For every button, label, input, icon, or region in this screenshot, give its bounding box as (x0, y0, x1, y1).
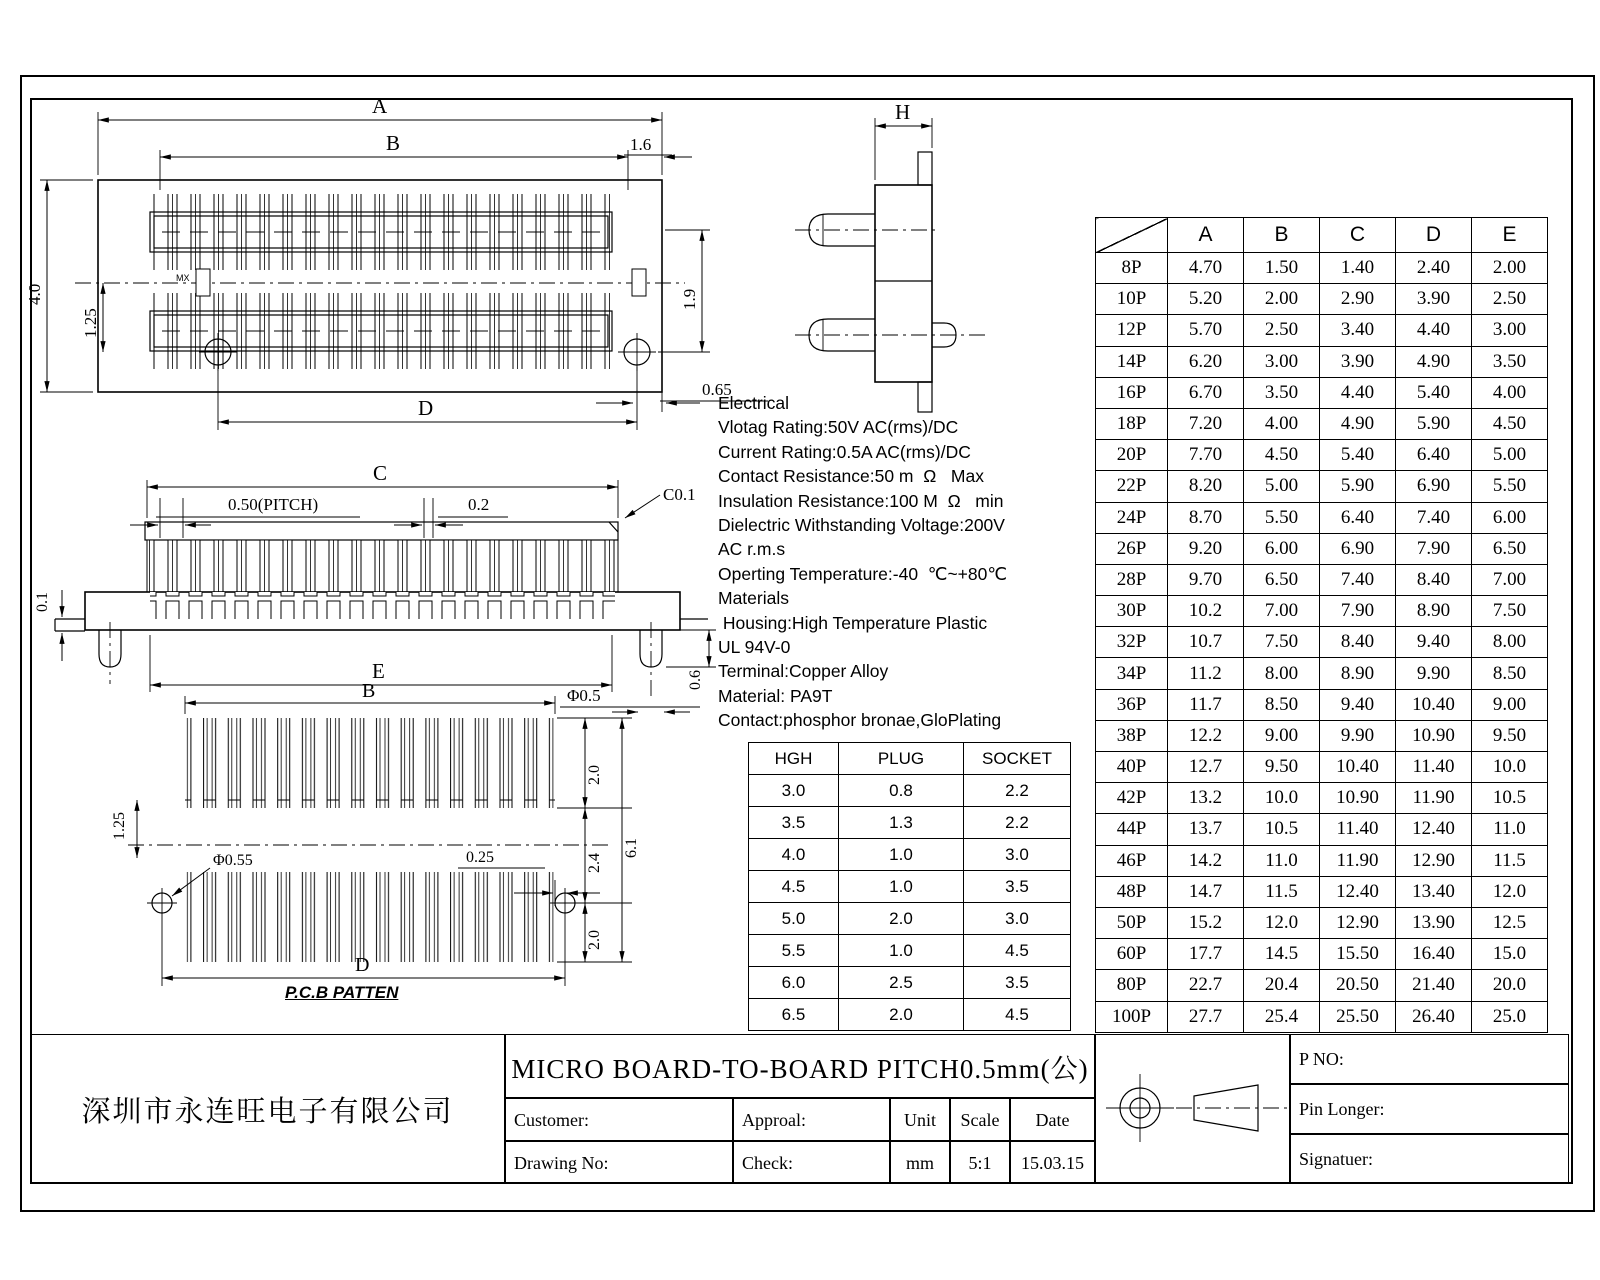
socket-cell: 3.5 (964, 871, 1071, 903)
value-cell: 4.00 (1472, 377, 1548, 408)
value-cell: 26.40 (1396, 1001, 1472, 1032)
dim-d-label: D (418, 396, 434, 420)
projection-symbol-cell (1095, 1034, 1290, 1184)
plug-cell: 1.3 (839, 807, 964, 839)
pin-count-cell: 60P (1096, 939, 1168, 970)
customer-field (505, 1098, 733, 1141)
pin-longer-label: Pin Longer: (1299, 1099, 1385, 1119)
value-cell: 14.7 (1168, 876, 1244, 907)
col-header: SOCKET (964, 743, 1071, 775)
value-cell: 3.50 (1244, 377, 1320, 408)
value-cell: 3.00 (1472, 315, 1548, 346)
p-no-field (1290, 1034, 1569, 1084)
value-cell: 4.90 (1396, 346, 1472, 377)
value-cell: 10.2 (1168, 596, 1244, 627)
value-cell: 3.90 (1320, 346, 1396, 377)
value-cell: 8.50 (1472, 658, 1548, 689)
value-cell: 11.5 (1472, 845, 1548, 876)
plug-cell: 2.0 (839, 903, 964, 935)
pin-count-cell: 30P (1096, 596, 1168, 627)
value-cell: 11.90 (1320, 845, 1396, 876)
value-cell: 11.2 (1168, 658, 1244, 689)
value-cell: 4.40 (1320, 377, 1396, 408)
hgh-cell: 6.5 (749, 999, 839, 1031)
socket-cell: 3.5 (964, 967, 1071, 999)
pin-longer-field (1290, 1084, 1569, 1134)
pitch-label: 0.50(PITCH) (228, 495, 319, 514)
socket-cell: 4.5 (964, 935, 1071, 967)
value-cell: 7.50 (1472, 596, 1548, 627)
pin-count-cell: 40P (1096, 752, 1168, 783)
chamfer-label: C0.1 (663, 485, 696, 504)
dimension-table-header-row (1096, 218, 1548, 253)
value-cell: 10.40 (1396, 689, 1472, 720)
value-cell: 2.90 (1320, 284, 1396, 315)
dim-0-2-label: 0.2 (468, 495, 490, 514)
mark-label: MX (176, 273, 190, 283)
scale-label: Scale (960, 1109, 1000, 1130)
dim-0-65-label: 0.65 (702, 380, 732, 399)
value-cell: 11.40 (1320, 814, 1396, 845)
value-cell: 2.50 (1244, 315, 1320, 346)
dim-2-4-label: 2.4 (586, 853, 603, 873)
table-row (1096, 596, 1548, 627)
value-cell: 1.50 (1244, 253, 1320, 284)
socket-cell: 4.5 (964, 999, 1071, 1031)
spec-line: Insulation Resistance:100 M Ω min (718, 490, 1004, 511)
approval-label: Approal: (742, 1109, 806, 1130)
table-row (749, 935, 1071, 967)
value-cell: 11.40 (1396, 752, 1472, 783)
pcb-dim-b-label: B (362, 680, 376, 702)
value-cell: 7.50 (1244, 627, 1320, 658)
value-cell: 15.2 (1168, 907, 1244, 938)
value-cell: 13.90 (1396, 907, 1472, 938)
value-cell: 7.00 (1472, 564, 1548, 595)
table-row (1096, 1001, 1548, 1032)
value-cell: 13.7 (1168, 814, 1244, 845)
value-cell: 11.5 (1244, 876, 1320, 907)
spec-line: Housing:High Temperature Plastic (718, 612, 988, 633)
dim-0-6-label: 0.6 (687, 670, 704, 690)
value-cell: 16.40 (1396, 939, 1472, 970)
spec-line: Material: PA9T (718, 685, 833, 706)
dim-4-0-label: 4.0 (25, 283, 44, 305)
table-row (749, 999, 1071, 1031)
spec-line: Operting Temperature:-40 ℃~+80℃ (718, 563, 1007, 584)
spec-line: Terminal:Copper Alloy (718, 661, 889, 682)
diagonal-header-cell (1096, 218, 1168, 253)
spec-line: Electrical (718, 393, 789, 413)
value-cell: 2.50 (1472, 284, 1548, 315)
pin-count-cell: 38P (1096, 720, 1168, 751)
table-row (749, 807, 1071, 839)
value-cell: 5.50 (1472, 471, 1548, 502)
col-header: C (1320, 218, 1396, 253)
pin-count-cell: 16P (1096, 377, 1168, 408)
spec-line: UL 94V-0 (718, 637, 791, 658)
table-row (749, 839, 1071, 871)
pin-count-cell: 50P (1096, 907, 1168, 938)
date-label: Date (1035, 1109, 1070, 1130)
value-cell: 12.40 (1396, 814, 1472, 845)
table-row (1096, 502, 1548, 533)
plug-cell: 2.5 (839, 967, 964, 999)
value-cell: 5.40 (1396, 377, 1472, 408)
value-cell: 4.50 (1244, 440, 1320, 471)
value-cell: 3.00 (1244, 346, 1320, 377)
value-cell: 4.90 (1320, 408, 1396, 439)
value-cell: 20.50 (1320, 970, 1396, 1001)
spec-line: Dielectric Withstanding Voltage:200V (718, 515, 1005, 536)
hgh-header-row (749, 743, 1071, 775)
value-cell: 25.50 (1320, 1001, 1396, 1032)
plug-cell: 2.0 (839, 999, 964, 1031)
approval-field (733, 1098, 890, 1141)
value-cell: 20.0 (1472, 970, 1548, 1001)
value-cell: 4.00 (1244, 408, 1320, 439)
date-header-cell (1010, 1098, 1095, 1141)
value-cell: 13.2 (1168, 783, 1244, 814)
value-cell: 5.70 (1168, 315, 1244, 346)
pin-count-cell: 28P (1096, 564, 1168, 595)
value-cell: 6.50 (1472, 533, 1548, 564)
dim-6-1-label: 6.1 (623, 838, 640, 858)
value-cell: 9.40 (1396, 627, 1472, 658)
check-field (733, 1141, 890, 1184)
value-cell: 12.0 (1244, 907, 1320, 938)
table-row (1096, 752, 1548, 783)
scale-value: 5:1 (968, 1152, 992, 1173)
signature-label: Signatuer: (1299, 1149, 1373, 1169)
pin-count-cell: 42P (1096, 783, 1168, 814)
value-cell: 5.20 (1168, 284, 1244, 315)
table-row (1096, 876, 1548, 907)
value-cell: 8.40 (1396, 564, 1472, 595)
pin-count-cell: 22P (1096, 471, 1168, 502)
table-row (1096, 658, 1548, 689)
unit-value-cell (890, 1141, 950, 1184)
table-row (1096, 720, 1548, 751)
hgh-cell: 5.5 (749, 935, 839, 967)
value-cell: 8.90 (1396, 596, 1472, 627)
dim-e-label: E (372, 659, 385, 683)
value-cell: 3.40 (1320, 315, 1396, 346)
dia-0-5-label: Φ0.5 (567, 686, 601, 705)
value-cell: 10.90 (1320, 783, 1396, 814)
col-header: D (1396, 218, 1472, 253)
table-row (1096, 689, 1548, 720)
value-cell: 2.00 (1244, 284, 1320, 315)
spec-text-block (718, 391, 1078, 733)
value-cell: 4.40 (1396, 315, 1472, 346)
value-cell: 8.20 (1168, 471, 1244, 502)
p-no-label: P NO: (1299, 1049, 1344, 1069)
table-row (1096, 533, 1548, 564)
pin-count-cell: 36P (1096, 689, 1168, 720)
pin-count-cell: 46P (1096, 845, 1168, 876)
value-cell: 2.40 (1396, 253, 1472, 284)
value-cell: 25.0 (1472, 1001, 1548, 1032)
company-name: 深圳市永连旺电子有限公司 (81, 1095, 454, 1128)
pin-count-cell: 10P (1096, 284, 1168, 315)
hgh-cell: 4.5 (749, 871, 839, 903)
table-row (1096, 315, 1548, 346)
table-row (1096, 284, 1548, 315)
value-cell: 11.0 (1472, 814, 1548, 845)
value-cell: 22.7 (1168, 970, 1244, 1001)
hgh-cell: 3.0 (749, 775, 839, 807)
value-cell: 9.90 (1396, 658, 1472, 689)
value-cell: 7.90 (1320, 596, 1396, 627)
col-header: B (1244, 218, 1320, 253)
value-cell: 3.50 (1472, 346, 1548, 377)
value-cell: 9.50 (1244, 752, 1320, 783)
value-cell: 5.00 (1472, 440, 1548, 471)
value-cell: 25.4 (1244, 1001, 1320, 1032)
col-header: E (1472, 218, 1548, 253)
date-value: 15.03.15 (1021, 1152, 1084, 1173)
value-cell: 3.90 (1396, 284, 1472, 315)
unit-label: Unit (903, 1109, 936, 1130)
value-cell: 20.4 (1244, 970, 1320, 1001)
dim-a-label: A (372, 94, 388, 118)
value-cell: 5.00 (1244, 471, 1320, 502)
value-cell: 4.50 (1472, 408, 1548, 439)
pin-count-cell: 18P (1096, 408, 1168, 439)
plug-cell: 1.0 (839, 871, 964, 903)
hgh-plug-socket-table (748, 742, 1071, 1031)
value-cell: 9.90 (1320, 720, 1396, 751)
value-cell: 8.00 (1244, 658, 1320, 689)
col-header: HGH (749, 743, 839, 775)
table-row (1096, 564, 1548, 595)
col-header: PLUG (839, 743, 964, 775)
dim-1-9-label: 1.9 (680, 288, 699, 310)
value-cell: 8.70 (1168, 502, 1244, 533)
value-cell: 6.40 (1396, 440, 1472, 471)
pin-count-cell: 26P (1096, 533, 1168, 564)
customer-label: Customer: (514, 1109, 589, 1130)
value-cell: 10.40 (1320, 752, 1396, 783)
signature-field (1290, 1134, 1569, 1184)
socket-cell: 3.0 (964, 839, 1071, 871)
unit-value: mm (905, 1152, 934, 1173)
dim-2-0-bottom-label: 2.0 (586, 930, 603, 950)
check-label: Check: (742, 1152, 793, 1173)
drawing-no-label: Drawing No: (514, 1152, 609, 1173)
pin-count-cell: 14P (1096, 346, 1168, 377)
pin-count-cell: 100P (1096, 1001, 1168, 1032)
dim-1-6-label: 1.6 (630, 135, 652, 154)
pin-count-cell: 44P (1096, 814, 1168, 845)
scale-value-cell (950, 1141, 1010, 1184)
table-row (1096, 939, 1548, 970)
value-cell: 11.7 (1168, 689, 1244, 720)
unit-header-cell (890, 1098, 950, 1141)
pin-count-cell: 80P (1096, 970, 1168, 1001)
pin-count-cell: 34P (1096, 658, 1168, 689)
value-cell: 5.90 (1320, 471, 1396, 502)
dim-1-25-label: 1.25 (81, 308, 100, 338)
pin-count-cell: 12P (1096, 315, 1168, 346)
spec-line: Current Rating:0.5A AC(rms)/DC (718, 441, 971, 462)
value-cell: 6.00 (1244, 533, 1320, 564)
table-row (749, 967, 1071, 999)
table-row (1096, 440, 1548, 471)
value-cell: 10.5 (1244, 814, 1320, 845)
dim-0-1-label: 0.1 (34, 592, 51, 612)
table-row (1096, 783, 1548, 814)
value-cell: 9.50 (1472, 720, 1548, 751)
pin-count-cell: 48P (1096, 876, 1168, 907)
spec-line: Materials (718, 588, 789, 609)
value-cell: 9.40 (1320, 689, 1396, 720)
plug-cell: 1.0 (839, 839, 964, 871)
value-cell: 8.90 (1320, 658, 1396, 689)
value-cell: 12.7 (1168, 752, 1244, 783)
dim-2-0-top-label: 2.0 (586, 765, 603, 785)
dimension-table (1095, 217, 1548, 1033)
table-row (1096, 845, 1548, 876)
table-row (1096, 408, 1548, 439)
pcb-dim-d-label: D (355, 954, 370, 976)
value-cell: 10.7 (1168, 627, 1244, 658)
pcb-caption: P.C.B PATTEN (285, 983, 399, 1002)
value-cell: 10.0 (1244, 783, 1320, 814)
value-cell: 7.40 (1396, 502, 1472, 533)
value-cell: 12.90 (1320, 907, 1396, 938)
table-row (1096, 814, 1548, 845)
value-cell: 7.70 (1168, 440, 1244, 471)
pcb-dim-1-25-label: 1.25 (111, 812, 128, 840)
value-cell: 21.40 (1396, 970, 1472, 1001)
dim-h-label: H (895, 100, 911, 124)
socket-cell: 2.2 (964, 807, 1071, 839)
pin-count-cell: 8P (1096, 253, 1168, 284)
value-cell: 27.7 (1168, 1001, 1244, 1032)
value-cell: 7.90 (1396, 533, 1472, 564)
hgh-cell: 6.0 (749, 967, 839, 999)
table-row (1096, 970, 1548, 1001)
value-cell: 2.00 (1472, 253, 1548, 284)
value-cell: 8.50 (1244, 689, 1320, 720)
spec-line: AC r.m.s (718, 539, 786, 560)
value-cell: 17.7 (1168, 939, 1244, 970)
value-cell: 7.20 (1168, 408, 1244, 439)
socket-cell: 2.2 (964, 775, 1071, 807)
value-cell: 5.50 (1244, 502, 1320, 533)
value-cell: 8.40 (1320, 627, 1396, 658)
table-row (1096, 907, 1548, 938)
value-cell: 15.50 (1320, 939, 1396, 970)
hgh-cell: 3.5 (749, 807, 839, 839)
table-row (1096, 346, 1548, 377)
value-cell: 6.90 (1396, 471, 1472, 502)
value-cell: 12.40 (1320, 876, 1396, 907)
table-row (1096, 253, 1548, 284)
socket-cell: 3.0 (964, 903, 1071, 935)
value-cell: 12.90 (1396, 845, 1472, 876)
value-cell: 5.90 (1396, 408, 1472, 439)
table-row (1096, 627, 1548, 658)
spec-line: Vlotag Rating:50V AC(rms)/DC (718, 417, 959, 438)
value-cell: 6.20 (1168, 346, 1244, 377)
value-cell: 9.70 (1168, 564, 1244, 595)
spec-line: Contact:phosphor bronae,GloPlating (718, 710, 1002, 731)
pin-count-cell: 20P (1096, 440, 1168, 471)
value-cell: 10.5 (1472, 783, 1548, 814)
value-cell: 12.2 (1168, 720, 1244, 751)
dim-c-label: C (373, 461, 388, 485)
value-cell: 12.5 (1472, 907, 1548, 938)
dia-0-55-label: Φ0.55 (213, 852, 253, 869)
value-cell: 6.70 (1168, 377, 1244, 408)
value-cell: 7.40 (1320, 564, 1396, 595)
value-cell: 4.70 (1168, 253, 1244, 284)
value-cell: 15.0 (1472, 939, 1548, 970)
drawing-no-field (505, 1141, 733, 1184)
dim-0-25-label: 0.25 (466, 849, 494, 866)
value-cell: 10.0 (1472, 752, 1548, 783)
plug-cell: 0.8 (839, 775, 964, 807)
value-cell: 6.50 (1244, 564, 1320, 595)
spec-line: Contact Resistance:50 m Ω Max (718, 466, 984, 487)
table-row (749, 903, 1071, 935)
drawing-title-cell (505, 1034, 1095, 1098)
table-row (1096, 471, 1548, 502)
hgh-cell: 5.0 (749, 903, 839, 935)
value-cell: 6.40 (1320, 502, 1396, 533)
value-cell: 6.90 (1320, 533, 1396, 564)
hgh-cell: 4.0 (749, 839, 839, 871)
scale-header-cell (950, 1098, 1010, 1141)
pin-count-cell: 32P (1096, 627, 1168, 658)
plug-cell: 1.0 (839, 935, 964, 967)
value-cell: 6.00 (1472, 502, 1548, 533)
table-row (749, 871, 1071, 903)
pin-count-cell: 24P (1096, 502, 1168, 533)
dim-b-label: B (386, 131, 401, 155)
value-cell: 14.5 (1244, 939, 1320, 970)
value-cell: 13.40 (1396, 876, 1472, 907)
value-cell: 11.90 (1396, 783, 1472, 814)
value-cell: 14.2 (1168, 845, 1244, 876)
value-cell: 7.00 (1244, 596, 1320, 627)
value-cell: 9.20 (1168, 533, 1244, 564)
drawing-title: MICRO BOARD-TO-BOARD PITCH0.5mm(公) (511, 1053, 1089, 1084)
company-name-cell (30, 1034, 505, 1184)
value-cell: 10.90 (1396, 720, 1472, 751)
value-cell: 9.00 (1472, 689, 1548, 720)
value-cell: 5.40 (1320, 440, 1396, 471)
value-cell: 9.00 (1244, 720, 1320, 751)
col-header: A (1168, 218, 1244, 253)
date-value-cell (1010, 1141, 1095, 1184)
value-cell: 8.00 (1472, 627, 1548, 658)
table-row (1096, 377, 1548, 408)
value-cell: 12.0 (1472, 876, 1548, 907)
value-cell: 11.0 (1244, 845, 1320, 876)
table-row (749, 775, 1071, 807)
value-cell: 1.40 (1320, 253, 1396, 284)
